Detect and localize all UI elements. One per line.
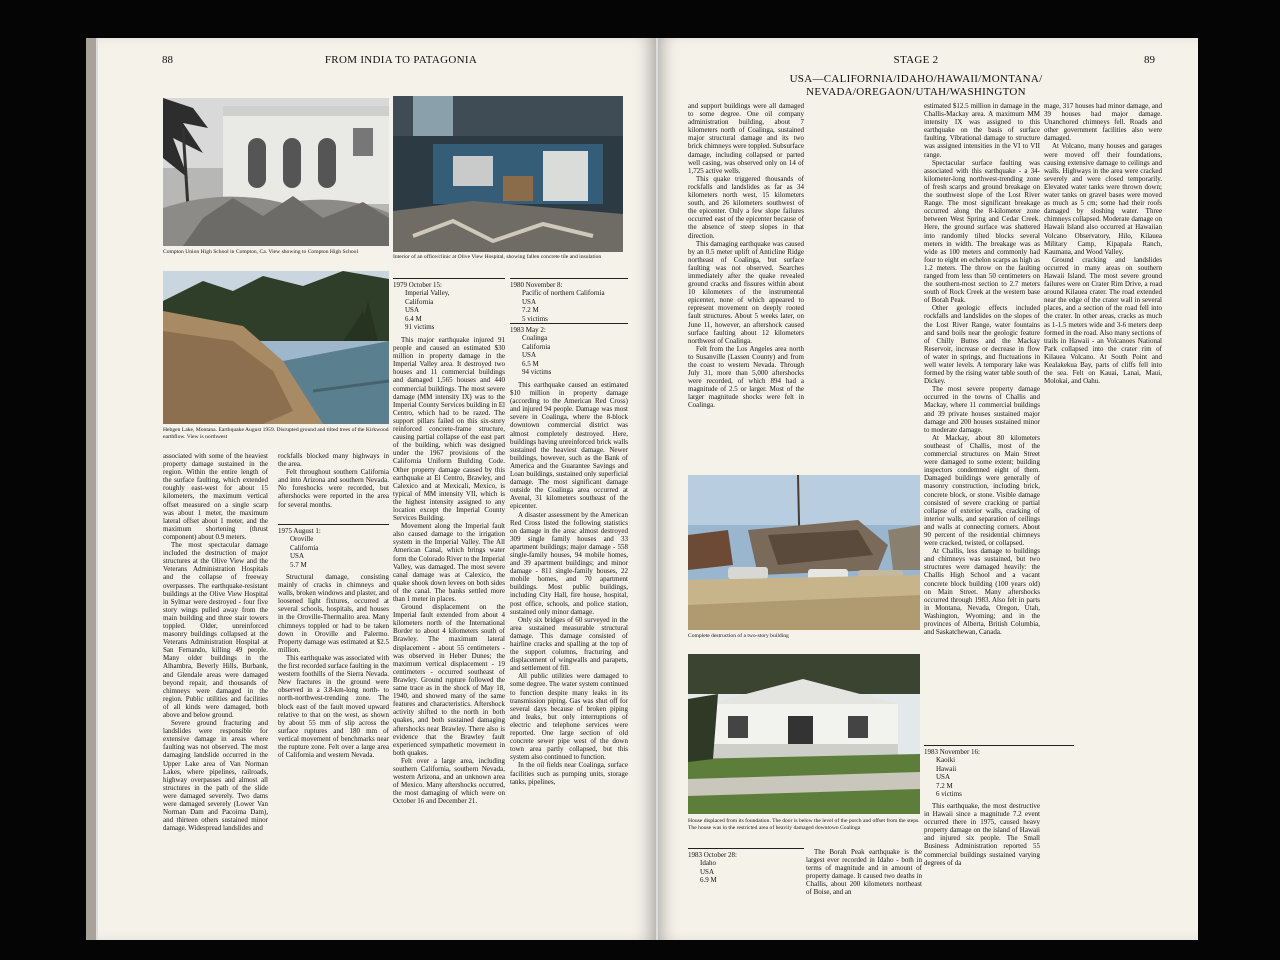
quake-date: 1980 November 8: xyxy=(510,281,563,289)
quake-date: 1975 August 1: xyxy=(278,527,321,535)
quake-line: Oroville xyxy=(290,535,314,544)
quake-line: Imperial Valley, xyxy=(405,289,450,298)
paragraph: Only six bridges of 60 surveyed in the area sustained measurable structural damage. This damage consisted of hairline cracks and spalling at the top of the support columns, fracturing and displacement of wingwalls and parapets, and settlement of fill. xyxy=(510,615,628,673)
paragraph: Felt over a large area, including southern California, southern Nevada, western Arizona, and an unknown area of Mexico. Many aftershocks occurred, the most damaging of which were on October 16 and December 21. xyxy=(393,756,505,806)
left-text-column-4 xyxy=(510,381,628,875)
caption-destroyed-building: Complete destruction of a two-story building xyxy=(688,633,789,639)
page-number-right: 89 xyxy=(1144,54,1155,66)
paragraph: The most severe property damage occurred in the towns of Challis and Mackay, where 11 commercial buildings and 39 private houses sustained major damage and 200 houses sustained minor to moderate damage. xyxy=(924,385,1040,434)
quake-line: USA xyxy=(522,297,537,306)
quake-line: 7.2 M xyxy=(522,306,539,315)
left-text-column-2b xyxy=(278,573,389,873)
quake-entry-1983-kaoiki xyxy=(924,745,1074,798)
quake-line: Coalinga xyxy=(522,334,548,343)
left-text-column-1 xyxy=(163,452,268,874)
paragraph: Felt throughout southern California and into Arizona and southern Nevada. No foreshocks were recorded, but aftershocks were reported in the area for several months. xyxy=(278,468,389,509)
quake-line: 7.2 M xyxy=(936,781,953,790)
paragraph: Ground cracking and landslides occurred in many areas on southern Hawaii Island. The most severe ground failures were on Crater Rim Drive, a road around Kilauea crater. The road extended near the edge of the crater wall in several places, and a section of the road fell into the crater. In other areas, cracks as much as 1-1.5 meters wide and 3-6 meters deep formed in the road. Also many sections of trails in Hawaii - an Volcanoes National Park collapsed into the crater rim of Kilauea Volcano. At South Point and Kealakekua Bay, parts of cliffs fell into the sea. Felt on Kauai, Lanai, Maui, Molokai, and Oahu. xyxy=(1044,255,1162,386)
quake-line: 6.9 M xyxy=(700,876,717,885)
photo-hebgen-lake xyxy=(163,271,389,424)
paragraph: At Challis, less damage to buildings and chimneys was sustained, but two structures were damaged heavily: the Challis High School and a vacant concrete block building (100 years old) on Main Street. Many aftershocks occurred through 1983. Also felt in parts in Montana, Nevada, Oregon, Utah, Washington, Wyoming; and in the provinces of Alberta, British Columbia, and Saskatchewan, Canada. xyxy=(924,547,1040,637)
paragraph: This major earthquake injured 91 people and caused an estimated $30 million in property damage in the Imperial Valley area. It destroyed two houses and 11 commercial buildings and damaged 1,565 houses and 440 commercial buildings. The most severe damage (MM intensity IX) was to the Imperial County Services building in El Centro, which had to be razed. The support pillars failed on this six-story reinforced concrete-frame structure, causing partial collapse of the east part of the building, which was designed under the 1967 provisions of the California Uniform Building Code. Other property damage caused by this earthquake at El Centro, Brawley, and Calexico and at Mexicali, Mexico, is typical of MM intensity VII, which is the highest intensity assigned to any location except the Imperial County Services Building. xyxy=(393,336,505,523)
running-head-left: FROM INDIA TO PATAGONIA xyxy=(324,54,478,66)
paragraph: Other geologic effects included rockfalls and landslides on the slopes of the Lost River Range, water fountains and sand boils near the geologic feature of Chilly Buttes and the Mackay Reservoir, increase or decrease in flow of water in springs, and fluctuations in well water levels. A temporary lake was formed by the rising water table south of Dickey. xyxy=(924,304,1040,386)
paragraph: At Mackay, about 80 kilometers southeast of Challis, most of the commercial structures on Main Street were damaged to some extent; building inspectors condemned eight of them. Damaged buildings were generally of masonry construction, including brick, concrete block, or stone. Visible damage consisted of severe cracking or partial collapse of exterior walls, cracking of interior walls, and separation of ceilings and walls at connecting corners. About 90 percent of the residential chimneys were cracked, twisted, or collapsed. xyxy=(924,433,1040,548)
right-text-column-2 xyxy=(924,102,1040,756)
quake-entry-1979 xyxy=(393,278,505,331)
quake-line: USA xyxy=(936,773,951,782)
right-text-column-1 xyxy=(688,102,804,472)
section-title-line: USA—CALIFORNIA/IDAHO/HAWAII/MONTANA/ xyxy=(789,73,1043,85)
right-text-column-3 xyxy=(1044,102,1162,490)
caption-compton-school: Compton Union High School in Compton, Ca. View showing to Compton High School xyxy=(163,249,359,255)
paragraph: This earthquake caused an estimated $10 million in property damage (according to the American Red Cross) and injured 94 people. Damage was most severe in Coalinga, where the 8-block downtown commercial district was almost completely destroyed. Here, buildings having unreinforced brick walls sustained the heaviest damage. Newer buildings, however, such as the Bank of America and the Guarantee Savings and Loan buildings, sustained only superficial damage. The most significant damage outside the Coalinga area occurred at Avenal, 31 kilometers southeast of the epicenter. xyxy=(510,381,628,511)
quake-line: Pacific of northern California xyxy=(522,289,605,298)
quake-line: California xyxy=(405,297,434,306)
quake-line: 6.5 M xyxy=(522,359,539,368)
section-title xyxy=(766,73,1066,99)
paragraph: This quake triggered thousands of rockfalls and landslides as far as 34 kilometers north west, 15 kilometers south, and 26 kilometers southwest of the epicenter. Only a few slope failures occurred east of the epicenter because of the absence of steep slopes in that direction. xyxy=(688,174,804,240)
paragraph: Structural damage, consisting mainly of cracks in chimneys and walls, broken windows and plaster, and loosened light fixtures, occurred at several schools, hospitals, and houses in the Oroville-Thermalito area. Many chimneys toppled or had to be taken down in Oroville and Palermo. Property damage was estimated at $2.5 million. xyxy=(278,573,389,654)
photo-displaced-house xyxy=(688,654,920,814)
paragraph: estimated $12.5 million in damage in the Challis-Mackay area. A maximum MM intensity IX was assigned to this earthquake on the basis of surface faulting. Vibrational damage to structure was assigned intensities in the VI to VII range. xyxy=(924,102,1040,159)
quake-line: 5.7 M xyxy=(290,560,307,569)
quake-line: USA xyxy=(700,867,715,876)
paragraph: The Borah Peak earthquake is the largest ever recorded in Idaho - both in terms of magnitude and in amount of property damage. It caused two deaths in Challis, about 200 kilometers northeast of Boise, and an xyxy=(806,848,922,897)
paragraph: associated with some of the heaviest property damage sustained in the region. Within the entire length of the surface faulting, which extended roughly east-west for about 15 kilometers, the maximum vertical offset measured on a single scarp was about 1 meter, the maximum lateral offset about 1 meter, and the maximum shortening (thrust component) about 0.9 meters. xyxy=(163,452,268,541)
quake-line: 6.4 M xyxy=(405,314,422,323)
paragraph: Felt from the Los Angeles area north to Susanville (Lassen County) and from the coast to western Nevada. Through July 31, more than 5,000 aftershocks were recorded, of which 894 had a magnitude of 2.5 or larger. Most of the larger magnitude shocks were felt in Coalinga. xyxy=(688,344,804,410)
quake-line: Hawaii xyxy=(936,764,957,773)
right-text-column-1b xyxy=(806,848,922,897)
paragraph: This earthquake was associated with the first recorded surface faulting in the western foothills of the Sierra Nevada. New fractures in the ground were observed in a 3.8-km-long north- to north-northwest-trending zone. The block east of the fault moved upward relative to that on the west, as shown by about 55 mm of slip across the surface ruptures and 180 mm of vertical movement of benchmarks near the rupture zone. Felt over a large area of California and western Nevada. xyxy=(278,653,389,760)
quake-line: USA xyxy=(290,552,305,561)
quake-date: 1979 October 15: xyxy=(393,281,442,289)
paragraph: In the oil fields near Coalinga, surface facilities such as pumping units, storage tanks, pipelines, xyxy=(510,761,628,786)
paragraph: mage, 317 houses had minor damage, and 39 houses had major damage. Unanchored chimneys fell. Roads and other government facilities also were damaged. xyxy=(1044,102,1162,143)
quake-line: California xyxy=(522,342,551,351)
caption-displaced-house: House displaced from its foundation. The door is below the level of the porch and offset from the steps. The house was in the restricted area of heavily damaged downtown Coalinga xyxy=(688,818,920,831)
quake-entry-1983-coalinga xyxy=(510,323,628,376)
quake-line: California xyxy=(290,543,319,552)
quake-line: USA xyxy=(405,306,420,315)
paragraph: and support buildings were all damaged to some degree. One oil company administration building, about 7 kilometers north of Coalinga, sustained major structural damage and its two brick chimneys were toppled. Subsurface damage, including collapsed or parted well casing, was observed only on 14 of 1,725 active wells. xyxy=(688,102,804,175)
paragraph: A disaster assessment by the American Red Cross listed the following statistics on damage in the area: almost destroyed 309 single family houses and 33 apartment buildings; major damage - 558 single-family houses, 94 mobile homes, and 39 apartment buildings; and minor damage - 811 single-family houses, 22 mobile homes, and 70 apartment buildings. Most public buildings, including City Hall, fire house, hospital, post office, schools, and police station, sustained only minor damage. xyxy=(510,510,628,616)
caption-clinic: Interior of an office/clinic at Olive View Hospital, showing fallen concrete tile and insulation xyxy=(393,254,602,260)
paragraph: The most spectacular damage included the destruction of major structures at the Olive View and the Veterans Administration Hospitals and the collapse of freeway overpasses. The earthquake-resistant buildings at the Olive View Hospital in Sylmar were destroyed - four five story wings pulled away from the main building and three stair towers toppled. Older, unreinforced masonry buildings collapsed at the Veterans Administration Hospital at San Fernando, killing 49 people. Many older buildings in the Alhambra, Beverly Hills, Burbank, and Glendale areas were damaged beyond repair, and thousands of chimneys were damaged in the region. Public utilities and facilities of all kinds were damaged, both above and below ground. xyxy=(163,541,268,719)
quake-line: 94 victims xyxy=(522,368,552,377)
paragraph: All public utilities were damaged to some degree. The water system continued to function despite many leaks in its transmission piping. Gas was shut off for several days because of broken piping and leaks, but only interruptions of electric and telephone services were reported. One large section of old concrete sewer pipe west of the down town area partly collapsed, but this system also continued to function. xyxy=(510,672,628,762)
paragraph: This earthquake, the most destructive in Hawaii since a magnitude 7.2 event occurred there in 1975, caused heavy property damage on the island of Hawaii and injured six people. The Small Business Administration reported 55 commercial buildings sustained varying degrees of da xyxy=(924,802,1040,867)
quake-line: Idaho xyxy=(700,859,716,868)
paragraph: Severe ground fracturing and landslides were responsible for extensive damage in areas where faulting was not observed. The most damaging landslide occurred in the Upper Lake area of Van Norman Lakes, where pipelines, railroads, highway overpasses and almost all structures in the path of the slide were damaged severely. Two dams were damaged severely (Lower Van Norman Dam and Pacoima Dam), and thirteen others sustained minor damage. Widespread landslides and xyxy=(163,719,268,833)
quake-line: 6 victims xyxy=(936,790,962,799)
quake-line: USA xyxy=(522,351,537,360)
right-page xyxy=(656,38,1198,940)
photo-compton-school xyxy=(163,98,389,246)
quake-entry-1983-idaho xyxy=(688,848,804,885)
paragraph: At Volcano, many houses and garages were moved off their foundations, causing extensive damage to ceilings and walls. Highways in the area were cracked severely and were closed temporarily. Elevated water tanks were thrown down; water tanks on gravel bases were moved as much as 5 cm; some had their roofs damaged by sloshing water. Three chimneys collapsed. Moderate damage on Hawaii Island also occurred at Hawaiian Volcano Observatory, Hilo, Kilauea Military Camp, Kipapala Ranch, Kaumana, and Wood Valley. xyxy=(1044,142,1162,256)
running-head-right: STAGE 2 xyxy=(893,54,939,66)
section-title-line: NEVADA/OREGAON/UTAH/WASHINGTON xyxy=(806,86,1026,98)
photo-clinic-interior xyxy=(393,96,623,252)
quake-line: 91 victims xyxy=(405,323,435,332)
quake-date: 1983 May 2: xyxy=(510,326,546,334)
quake-entry-1975 xyxy=(278,524,389,569)
photo-destroyed-building xyxy=(688,475,920,630)
page-number-left: 88 xyxy=(162,54,173,66)
left-text-column-3 xyxy=(393,336,505,876)
caption-hebgen: Hebgen Lake, Montana. Earthquake August 1959. Disrupted ground and tilted trees of the Kirkwood earthflow. View is northwest xyxy=(163,427,389,440)
right-text-column-2b xyxy=(924,802,1040,892)
paragraph: Spectacular surface faulting was associated with this earthquake - a 34-kilometer-long northwest-trending zone of fresh scarps and ground breakage on the southwest slope of the Lost River Range. The most significant breakage occurred along the 8-kilometer zone between West Spring and Cedar Creek. Here, the ground surface was shattered into randomly tilted blocks several meters in width. The breakage was as wide as 100 meters and commonly had four to eight en echelon scarps as high as 1.2 meters. The throw on the faulting ranged from less than 50 centimeters on the southern-most section to 2.7 meters south of Rock Creek at the western base of Borah Peak. xyxy=(924,158,1040,305)
quake-date: 1983 November 16: xyxy=(924,748,980,756)
paragraph: This damaging earthquake was caused by an 0.5 meter uplift of Anticline Ridge northeast of Coalinga, but surface faulting was not observed. Searches immediately after the quake revealed ground cracks and fissures within about 10 kilometers of the instrumental epicenter, none of which appeared to represent movement on deeply rooted fault structures. About 5 weeks later, on June 11, however, an aftershock caused surface faulting about 12 kilometers northwest of Coalinga. xyxy=(688,239,804,345)
quake-line: Kaoiki xyxy=(936,756,956,765)
left-text-column-2a xyxy=(278,452,389,524)
quake-entry-1980 xyxy=(510,278,628,323)
paragraph: Ground displacement on the Imperial fault extended from about 4 kilometers north of the International Border to about 4 kilometers south of Brawley. The maximum lateral displacement - about 55 centimeters - was observed in Heber Dunes; the maximum vertical displacement - 19 centimeters - occurred southeast of Brawley. Ground rupture followed the same trace as in the shock of May 18, 1940, and showed many of the same features and characteristics. Aftershock activity shifted to the north in both quakes, and both sustained damaging aftershocks near Brawley. There also is evidence that the Brawley fault experienced sympathetic movement in both quakes. xyxy=(393,603,505,757)
left-page xyxy=(96,38,656,940)
open-book xyxy=(86,38,1198,940)
paragraph: rockfalls blocked many highways in the area. xyxy=(278,452,389,469)
quake-line: 5 victims xyxy=(522,314,548,323)
quake-date: 1983 October 28: xyxy=(688,851,737,859)
paragraph: Movement along the Imperial fault also caused damage to the irrigation system in the Imperial Valley. The All American Canal, which brings water form the Colorado River to the Imperial Valley, was damaged. The most severe canal damage was at Calexico, the quake shook down levees on both sides of the canal. The banks settled more than 1 meter in places. xyxy=(393,522,505,603)
